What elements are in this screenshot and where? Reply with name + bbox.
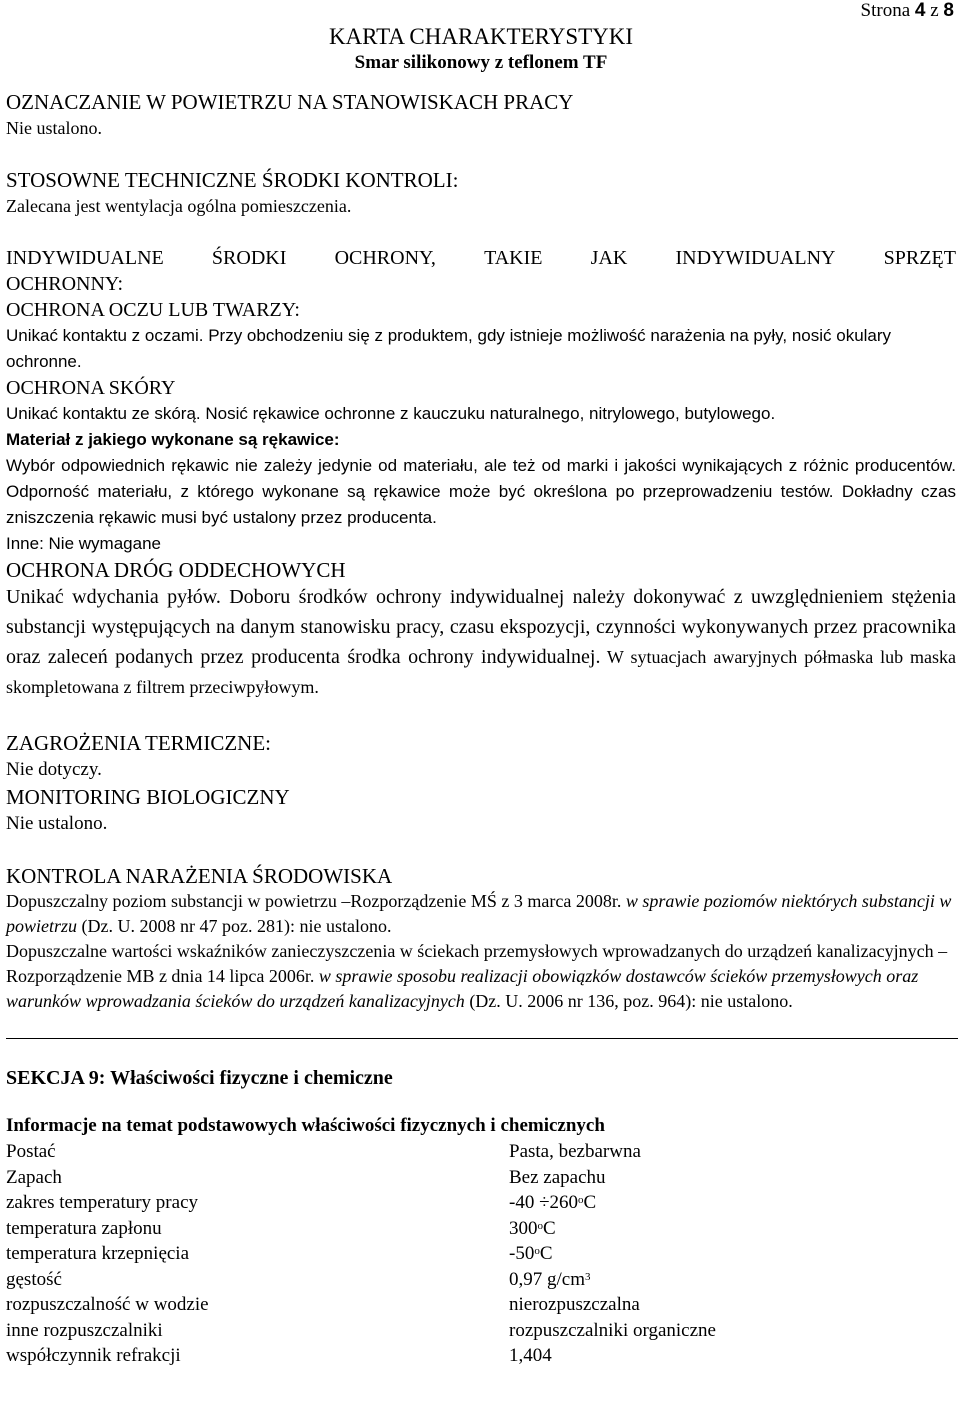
document-subtitle: Smar silikonowy z teflonem TF <box>354 52 608 73</box>
bio-monitoring-text: Nie ustalono. <box>6 813 108 834</box>
property-row <box>6 1292 716 1318</box>
property-name: rozpuszczalność w wodzie <box>6 1294 209 1315</box>
properties-table <box>6 1139 716 1369</box>
property-value-superscript: 3 <box>585 1270 591 1283</box>
section-ppe-heading <box>6 245 956 271</box>
bio-monitoring-heading: MONITORING BIOLOGICZNY <box>6 785 290 809</box>
environmental-sewage-text: Dopuszczalne wartości wskaźników zanieczyszczenia w ściekach przemysłowych wprowadzanych do urządzeń kanalizacyjnych – Rozporządzenie MB z dnia 14 lipca 2006r. <box>6 941 948 986</box>
environmental-air-paragraph <box>6 889 956 939</box>
ppe-heading-word: OCHRONY, <box>334 247 436 269</box>
property-value-text: 0,97 g/cm <box>509 1268 585 1290</box>
section-9-heading: SEKCJA 9: Właściwości fizyczne i chemiczne <box>6 1067 393 1089</box>
property-value-unit: C <box>539 1243 553 1264</box>
property-value-text: -40 ÷260 <box>509 1192 579 1213</box>
document-page <box>6 0 956 1369</box>
ppe-heading-word: INDYWIDUALNE <box>6 247 164 269</box>
property-value-text: nierozpuszczalna <box>509 1294 640 1315</box>
property-name: temperatura krzepnięcia <box>6 1243 190 1264</box>
property-name: zakres temperatury pracy <box>6 1192 199 1213</box>
property-row <box>6 1241 716 1267</box>
property-value <box>509 1343 716 1369</box>
property-value-superscript: o <box>534 1245 540 1257</box>
property-value-text: 300 <box>509 1217 538 1239</box>
environmental-exposure-heading: KONTROLA NARAŻENIA ŚRODOWISKA <box>6 864 393 888</box>
property-value <box>509 1267 716 1293</box>
environmental-sewage-paragraph <box>6 939 956 1014</box>
environmental-sewage-regulation-title: w sprawie sposobu realizacji obowiązków dostawców ścieków przemysłowych oraz warunków wprowadzania ścieków do urządzeń kanalizacyjnych <box>6 966 919 1011</box>
property-name: temperatura zapłonu <box>6 1217 162 1239</box>
property-value <box>509 1292 716 1318</box>
property-value <box>509 1165 716 1191</box>
skin-protection-text: Unikać kontaktu ze skórą. Nosić rękawice ochronne z kauczuku naturalnego, nitrylowego, butylowego. <box>6 404 776 423</box>
property-value <box>509 1318 716 1344</box>
environmental-air-text: Dopuszczalny poziom substancji w powietrzu –Rozporządzenie MŚ z 3 marca 2008r. <box>6 891 622 911</box>
section-technical-controls-text: Zalecana jest wentylacja ogólna pomieszczenia. <box>6 196 352 216</box>
property-value-unit: C <box>543 1217 556 1239</box>
property-name: gęstość <box>6 1268 62 1290</box>
document-title: KARTA CHARAKTERYSTYKI <box>328 24 634 49</box>
page-total: 8 <box>943 0 954 21</box>
property-value-text: Bez zapachu <box>509 1166 606 1188</box>
glove-material-text: Wybór odpowiednich rękawic nie zależy jedynie od materiału, ale też od marki i jakości wynikających z różnic producentów. Odporność materiału, z którego wykonane są rękawice może być określona po przeprowadzeniu testów. Dokładny czas zniszczenia rękawic musi być ustalony przez producenta. <box>6 456 956 527</box>
ppe-heading-word: JAK <box>590 247 628 269</box>
page-current: 4 <box>914 0 926 21</box>
property-row <box>6 1318 716 1344</box>
property-value-superscript: o <box>578 1194 584 1206</box>
environmental-air-regulation-title: w sprawie poziomów niektórych substancji w powietrzu <box>6 891 952 936</box>
section-divider <box>6 1038 958 1039</box>
thermal-hazards-heading: ZAGROŻENIA TERMICZNE: <box>6 731 272 755</box>
glove-material-heading: Materiał z jakiego wykonane są rękawice: <box>6 430 340 449</box>
property-value-unit: C <box>583 1192 597 1213</box>
ppe-heading-word: SPRZĘT <box>883 247 956 269</box>
section-ppe-heading-line2: OCHRONNY: <box>6 273 124 295</box>
property-value <box>509 1139 716 1165</box>
property-value <box>509 1216 716 1242</box>
skin-protection-heading: OCHRONA SKÓRY <box>6 377 176 399</box>
other-protection-text: Inne: Nie wymagane <box>6 534 161 553</box>
respiratory-emergency-text: W sytuacjach awaryjnych półmaska lub maska skompletowana z filtrem przeciwpyłowym. <box>6 647 957 697</box>
respiratory-protection-text: Unikać wdychania pyłów. Doboru środków ochrony indywidualnej należy dokonywać z uwzględnieniem stężenia substancji występujących na danym stanowisku pracy, czasu ekspozycji, czynności wykonywanych przez pracownika oraz zaleceń podanych przez producenta środka ochrony indywidualnej. <box>6 586 956 668</box>
environmental-sewage-reference: (Dz. U. 2006 nr 136, poz. 964): nie ustalono. <box>469 991 793 1011</box>
eye-protection-heading: OCHRONA OCZU LUB TWARZY: <box>6 299 300 321</box>
property-row <box>6 1139 716 1165</box>
property-name: Zapach <box>6 1166 62 1188</box>
property-name: inne rozpuszczalniki <box>6 1319 163 1341</box>
property-value-text: rozpuszczalniki organiczne <box>509 1319 716 1341</box>
property-row <box>6 1165 716 1191</box>
property-name: Postać <box>6 1141 56 1162</box>
respiratory-protection-paragraph <box>6 583 956 703</box>
section-air-monitoring-text: Nie ustalono. <box>6 118 102 138</box>
page-separator: z <box>930 0 939 21</box>
property-value <box>509 1190 716 1216</box>
property-value <box>509 1241 716 1267</box>
property-value-text: Pasta, bezbarwna <box>509 1141 641 1162</box>
property-row <box>6 1190 716 1216</box>
property-name: współczynnik refrakcji <box>6 1345 181 1366</box>
environmental-air-reference: (Dz. U. 2008 nr 47 poz. 281): nie ustalono. <box>81 916 392 936</box>
property-value-superscript: o <box>537 1219 543 1232</box>
thermal-hazards-text: Nie dotyczy. <box>6 759 102 780</box>
section-9-subheading: Informacje na temat podstawowych właściwości fizycznych i chemicznych <box>6 1115 605 1136</box>
ppe-heading-word: INDYWIDUALNY <box>675 247 836 269</box>
section-technical-controls-heading: STOSOWNE TECHNICZNE ŚRODKI KONTROLI: <box>6 168 459 192</box>
properties-table-body <box>6 1139 716 1369</box>
section-air-monitoring-heading: OZNACZANIE W POWIETRZU NA STANOWISKACH PRACY <box>6 90 574 114</box>
property-row <box>6 1216 716 1242</box>
respiratory-protection-heading: OCHRONA DRÓG ODDECHOWYCH <box>6 558 346 582</box>
eye-protection-text: Unikać kontaktu z oczami. Przy obchodzeniu się z produktem, gdy istnieje możliwość narażenia na pyły, nosić okulary ochronne. <box>6 326 892 371</box>
property-value-text: -50 <box>509 1243 535 1264</box>
property-row <box>6 1343 716 1369</box>
ppe-heading-word: TAKIE <box>484 247 543 269</box>
page-prefix: Strona <box>860 0 911 21</box>
ppe-heading-word: ŚRODKI <box>211 247 287 269</box>
property-value-text: 1,404 <box>509 1345 552 1366</box>
property-row <box>6 1267 716 1293</box>
